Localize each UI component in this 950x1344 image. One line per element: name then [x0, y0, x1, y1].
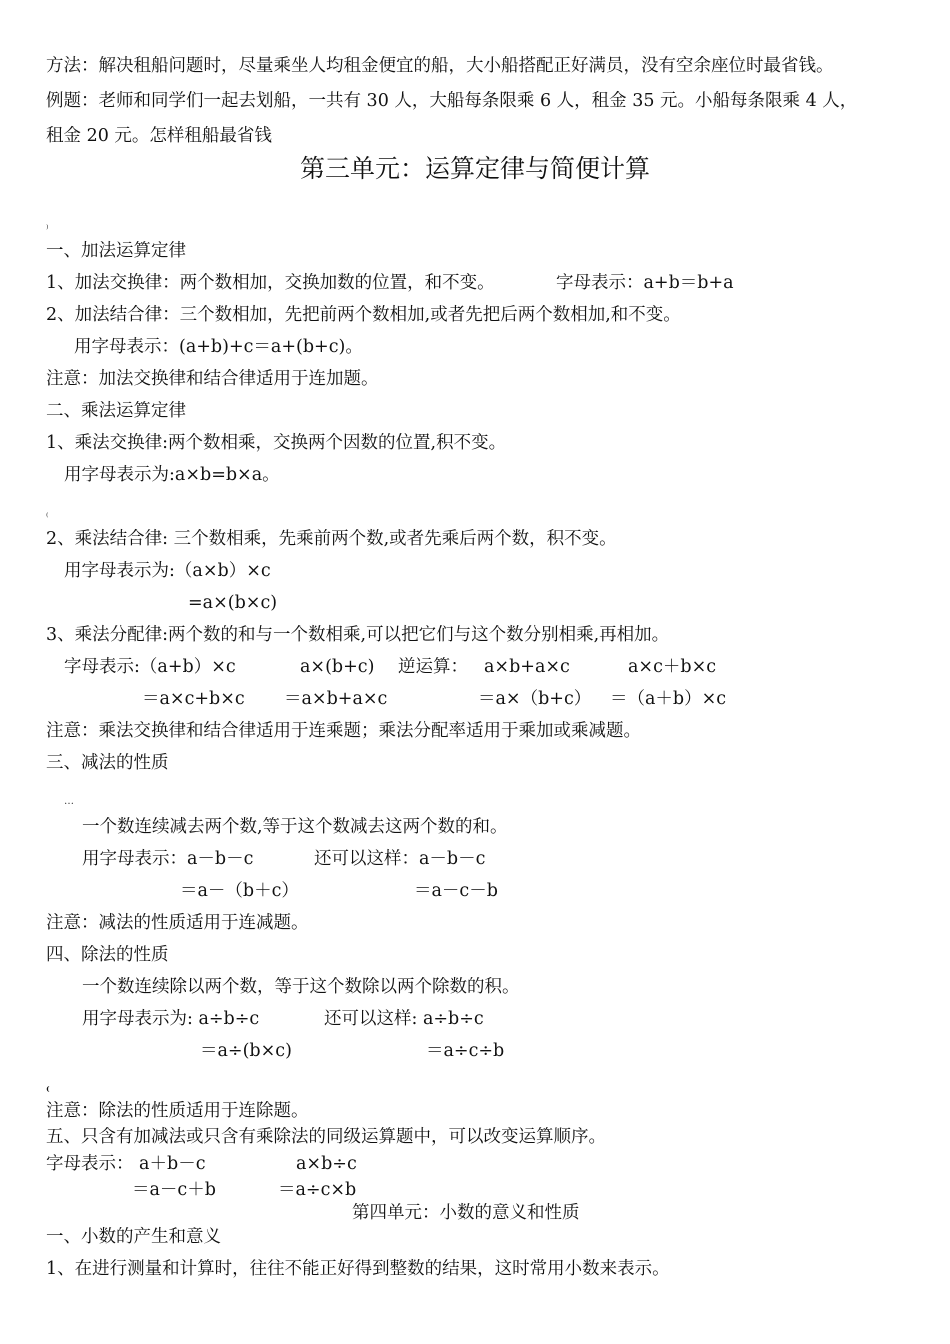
multiplication-associative-formula-1: 用字母表示为:（a×b）×c	[64, 561, 271, 581]
subtraction-property-text: 一个数连续减去两个数,等于这个数减去这两个数的和。	[82, 817, 508, 837]
order-change-formula-a: 字母表示： a＋b－c	[46, 1154, 206, 1174]
distributive-result-c: ＝a×（b+c）	[478, 689, 592, 709]
distributive-result-b: ＝a×b+a×c	[284, 689, 388, 709]
section5-heading: 五、只含有加减法或只含有乘除法的同级运算题中，可以改变运算顺序。	[46, 1127, 606, 1147]
stray-mark: ⁽	[46, 512, 49, 523]
unit4-section1-text: 1、在进行测量和计算时，往往不能正好得到整数的结果，这时常用小数来表示。	[46, 1259, 670, 1279]
multiplication-commutative-text: 1、乘法交换律:两个数相乘，交换两个因数的位置,积不变。	[46, 433, 507, 453]
stray-mark: …	[64, 796, 74, 807]
distributive-formula-d: a×b+a×c	[484, 657, 570, 677]
unit3-title: 第三单元：运算定律与简便计算	[299, 154, 650, 183]
addition-commutative-text: 1、加法交换律：两个数相加，交换加数的位置，和不变。	[46, 273, 495, 293]
division-formula-a: 用字母表示为: a÷b÷c	[82, 1009, 260, 1029]
division-result-b: ＝a÷c÷b	[426, 1041, 505, 1061]
method-text: 方法：解决租船问题时，尽量乘坐人均租金便宜的船，大小船搭配正好满员，没有空余座位时最省钱。	[46, 56, 834, 76]
distributive-text: 3、乘法分配律:两个数的和与一个数相乘,可以把它们与这个数分别相乘,再相加。	[46, 625, 670, 645]
subtraction-formula-b: 还可以这样：a－b－c	[314, 849, 486, 869]
example-text-line2: 租金 20 元。怎样租船最省钱	[46, 126, 272, 146]
addition-commutative-formula: 字母表示：a+b＝b+a	[556, 273, 734, 293]
order-change-result-a: ＝a－c＋b	[132, 1180, 216, 1200]
stray-mark: ⁾	[46, 224, 49, 235]
multiplication-associative-text: 2、乘法结合律: 三个数相乘，先乘前两个数,或者先乘后两个数，积不变。	[46, 529, 617, 549]
subtraction-result-a: ＝a－（b＋c）	[180, 881, 299, 901]
section1-heading: 一、加法运算定律	[46, 241, 186, 261]
stray-mark: ⁽	[46, 1084, 50, 1098]
section1-note: 注意：加法交换律和结合律适用于连加题。	[46, 369, 379, 389]
unit4-section1-heading: 一、小数的产生和意义	[46, 1227, 221, 1247]
multiplication-commutative-formula: 用字母表示为:a×b=b×a。	[64, 465, 280, 485]
section2-heading: 二、乘法运算定律	[46, 401, 186, 421]
section3-heading: 三、减法的性质	[46, 753, 169, 773]
subtraction-result-b: ＝a－c－b	[414, 881, 498, 901]
section3-note: 注意：减法的性质适用于连减题。	[46, 913, 309, 933]
division-property-text: 一个数连续除以两个数，等于这个数除以两个除数的积。	[82, 977, 520, 997]
section2-note: 注意：乘法交换律和结合律适用于连乘题；乘法分配率适用于乘加或乘减题。	[46, 721, 641, 741]
example-text-line1: 例题：老师和同学们一起去划船，一共有 30 人，大船每条限乘 6 人，租金 35 元。小船每条限乘 4 人，	[46, 91, 858, 111]
order-change-result-b: ＝a÷c×b	[278, 1180, 357, 1200]
inverse-operation-label: 逆运算：	[398, 657, 468, 677]
distributive-formula-a: 字母表示:（a+b）×c	[64, 657, 236, 677]
distributive-formula-b: a×(b+c)	[300, 657, 375, 677]
distributive-result-d: ＝（a＋b）×c	[610, 689, 727, 709]
section4-heading: 四、除法的性质	[46, 945, 169, 965]
section4-note: 注意：除法的性质适用于连除题。	[46, 1101, 309, 1121]
division-formula-b: 还可以这样: a÷b÷c	[324, 1009, 484, 1029]
unit4-title: 第四单元：小数的意义和性质	[352, 1203, 580, 1223]
subtraction-formula-a: 用字母表示：a－b－c	[82, 849, 254, 869]
distributive-result-a: ＝a×c+b×c	[142, 689, 245, 709]
addition-associative-text: 2、加法结合律：三个数相加，先把前两个数相加,或者先把后两个数相加,和不变。	[46, 305, 681, 325]
division-result-a: ＝a÷(b×c)	[200, 1041, 292, 1061]
multiplication-associative-formula-2: =a×(b×c)	[188, 593, 278, 613]
order-change-formula-b: a×b÷c	[296, 1154, 357, 1174]
distributive-formula-e: a×c＋b×c	[628, 657, 717, 677]
addition-associative-formula: 用字母表示：(a+b)+c＝a+(b+c)。	[74, 337, 363, 357]
